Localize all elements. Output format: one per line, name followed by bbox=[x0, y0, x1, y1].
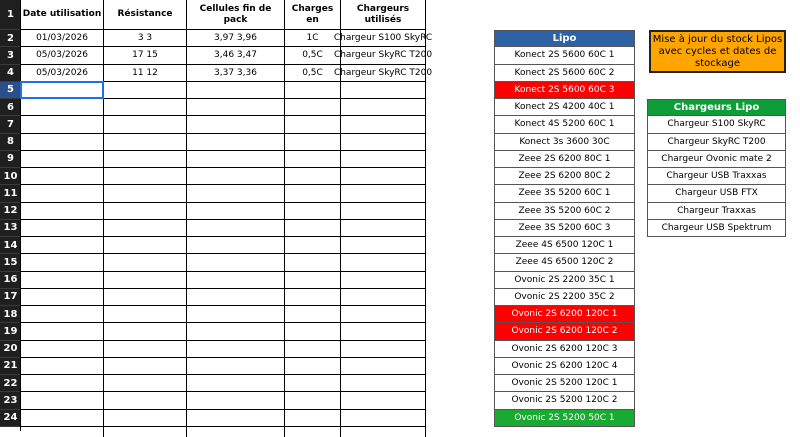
table-cell[interactable] bbox=[285, 134, 341, 151]
chargeur-item[interactable]: Chargeur USB Spektrum bbox=[647, 220, 786, 237]
row-header-3[interactable]: 3 bbox=[0, 47, 21, 64]
chargeur-item[interactable]: Chargeur S100 SkyRC bbox=[647, 116, 786, 133]
chargeur-item[interactable]: Chargeur Ovonic mate 2 bbox=[647, 151, 786, 168]
lipo-item[interactable]: Ovonic 2S 5200 120C 2 bbox=[494, 392, 635, 409]
table-cell[interactable] bbox=[285, 410, 341, 427]
table-cell[interactable]: 1C bbox=[285, 30, 341, 47]
table-cell[interactable]: 3 3 bbox=[104, 30, 187, 47]
table-cell[interactable] bbox=[104, 392, 187, 409]
table-cell[interactable] bbox=[341, 220, 426, 237]
table-cell[interactable] bbox=[187, 168, 285, 185]
table-cell[interactable] bbox=[285, 237, 341, 254]
lipo-item[interactable]: Zeee 3S 5200 60C 2 bbox=[494, 203, 635, 220]
table-cell[interactable] bbox=[104, 134, 187, 151]
table-cell[interactable] bbox=[187, 341, 285, 358]
row-header-19[interactable]: 19 bbox=[0, 323, 21, 340]
row-header-16[interactable]: 16 bbox=[0, 272, 21, 289]
row-header-2[interactable]: 2 bbox=[0, 30, 21, 47]
table-cell[interactable] bbox=[21, 375, 104, 392]
table-cell[interactable] bbox=[341, 427, 426, 437]
lipo-item[interactable]: Ovonic 2S 5200 120C 1 bbox=[494, 375, 635, 392]
lipo-list-header: Lipo bbox=[494, 30, 635, 47]
table-cell[interactable] bbox=[187, 289, 285, 306]
lipo-item[interactable]: Zeee 4S 6500 120C 2 bbox=[494, 254, 635, 271]
lipo-item[interactable]: Zeee 2S 6200 80C 2 bbox=[494, 168, 635, 185]
chargeur-item[interactable]: Chargeur USB Traxxas bbox=[647, 168, 786, 185]
chargeur-item[interactable]: Chargeur USB FTX bbox=[647, 185, 786, 202]
table-cell[interactable] bbox=[187, 116, 285, 133]
table-cell[interactable] bbox=[104, 82, 187, 99]
lipo-item[interactable]: Ovonic 2S 6200 120C 1 bbox=[494, 306, 635, 323]
column-header: Cellules fin de pack bbox=[187, 0, 285, 30]
table-cell[interactable] bbox=[187, 237, 285, 254]
table-cell[interactable] bbox=[104, 220, 187, 237]
chargeur-item[interactable]: Chargeur SkyRC T200 bbox=[647, 134, 786, 151]
table-cell[interactable] bbox=[21, 410, 104, 427]
table-cell[interactable] bbox=[285, 289, 341, 306]
stock-update-note[interactable]: Mise à jour du stock Lipos avec cycles et dates de stockage bbox=[649, 30, 786, 73]
table-cell[interactable] bbox=[21, 427, 104, 437]
table-cell[interactable] bbox=[285, 82, 341, 99]
table-cell[interactable] bbox=[341, 134, 426, 151]
table-cell[interactable]: 3,37 3,36 bbox=[187, 65, 285, 82]
row-header-22[interactable]: 22 bbox=[0, 375, 21, 392]
table-cell[interactable] bbox=[187, 151, 285, 168]
lipo-item[interactable]: Ovonic 2S 6200 120C 4 bbox=[494, 358, 635, 375]
table-cell[interactable] bbox=[21, 272, 104, 289]
table-cell[interactable]: 3,97 3,96 bbox=[187, 30, 285, 47]
table-cell[interactable] bbox=[341, 168, 426, 185]
table-cell[interactable] bbox=[341, 272, 426, 289]
table-cell[interactable] bbox=[341, 185, 426, 202]
lipo-item[interactable]: Ovonic 2S 2200 35C 2 bbox=[494, 289, 635, 306]
table-cell[interactable] bbox=[187, 185, 285, 202]
table-cell[interactable] bbox=[104, 203, 187, 220]
row-header-1[interactable]: 1 bbox=[0, 0, 21, 30]
row-header-7[interactable]: 7 bbox=[0, 116, 21, 133]
column-header: Chargeurs utilisés bbox=[341, 0, 426, 30]
table-cell[interactable] bbox=[285, 375, 341, 392]
lipo-item[interactable]: Konect 3s 3600 30C bbox=[494, 134, 635, 151]
row-header-9[interactable]: 9 bbox=[0, 151, 21, 168]
table-cell[interactable] bbox=[341, 82, 426, 99]
row-header-11[interactable]: 11 bbox=[0, 185, 21, 202]
row-header-24[interactable]: 24 bbox=[0, 410, 21, 427]
table-cell[interactable] bbox=[104, 375, 187, 392]
table-cell[interactable] bbox=[341, 358, 426, 375]
table-cell[interactable] bbox=[341, 99, 426, 116]
table-cell[interactable] bbox=[285, 341, 341, 358]
table-cell[interactable] bbox=[341, 323, 426, 340]
table-cell[interactable] bbox=[104, 410, 187, 427]
lipo-item[interactable]: Ovonic 2S 5200 50C 1 bbox=[494, 410, 635, 427]
row-header-13[interactable]: 13 bbox=[0, 220, 21, 237]
table-cell[interactable] bbox=[285, 272, 341, 289]
table-cell[interactable] bbox=[104, 289, 187, 306]
table-cell[interactable] bbox=[285, 323, 341, 340]
table-cell[interactable]: 05/03/2026 bbox=[21, 47, 104, 64]
table-cell[interactable] bbox=[104, 358, 187, 375]
table-cell[interactable] bbox=[187, 99, 285, 116]
row-header-18[interactable]: 18 bbox=[0, 306, 21, 323]
table-cell[interactable] bbox=[21, 306, 104, 323]
table-cell[interactable] bbox=[21, 134, 104, 151]
lipo-item[interactable]: Konect 4S 5200 60C 1 bbox=[494, 116, 635, 133]
table-cell[interactable] bbox=[104, 237, 187, 254]
table-cell[interactable] bbox=[104, 323, 187, 340]
column-header: Charges en bbox=[285, 0, 341, 30]
table-cell[interactable] bbox=[341, 116, 426, 133]
row-header-15[interactable]: 15 bbox=[0, 254, 21, 271]
row-header-5[interactable]: 5 bbox=[0, 82, 21, 99]
table-cell[interactable] bbox=[285, 116, 341, 133]
table-cell[interactable] bbox=[104, 427, 187, 437]
row-header-17[interactable]: 17 bbox=[0, 289, 21, 306]
chargeurs-list-header: Chargeurs Lipo bbox=[647, 99, 786, 116]
table-cell[interactable] bbox=[21, 358, 104, 375]
lipo-item[interactable]: Konect 2S 4200 40C 1 bbox=[494, 99, 635, 116]
table-cell[interactable] bbox=[104, 341, 187, 358]
lipo-item[interactable]: Konect 2S 5600 60C 1 bbox=[494, 47, 635, 64]
lipo-item[interactable]: Zeee 2S 6200 80C 1 bbox=[494, 151, 635, 168]
row-header-4[interactable]: 4 bbox=[0, 65, 21, 82]
table-cell[interactable] bbox=[187, 358, 285, 375]
table-cell[interactable] bbox=[341, 341, 426, 358]
table-cell[interactable] bbox=[285, 203, 341, 220]
lipo-item[interactable]: Zeee 4S 6500 120C 1 bbox=[494, 237, 635, 254]
column-header: Résistance bbox=[104, 0, 187, 30]
row-header-8[interactable]: 8 bbox=[0, 134, 21, 151]
table-cell[interactable] bbox=[104, 306, 187, 323]
table-cell[interactable] bbox=[104, 99, 187, 116]
row-header-21[interactable]: 21 bbox=[0, 358, 21, 375]
table-cell[interactable]: Chargeur S100 SkyRC bbox=[341, 30, 426, 47]
table-cell[interactable] bbox=[187, 410, 285, 427]
table-cell[interactable] bbox=[341, 392, 426, 409]
table-cell[interactable] bbox=[285, 99, 341, 116]
table-cell[interactable] bbox=[21, 323, 104, 340]
table-cell[interactable] bbox=[187, 392, 285, 409]
table-cell[interactable] bbox=[187, 375, 285, 392]
table-cell[interactable] bbox=[21, 341, 104, 358]
table-cell[interactable] bbox=[341, 203, 426, 220]
table-cell[interactable] bbox=[187, 82, 285, 99]
table-cell[interactable]: 01/03/2026 bbox=[21, 30, 104, 47]
lipo-item[interactable]: Ovonic 2S 6200 120C 2 bbox=[494, 323, 635, 340]
table-cell[interactable] bbox=[187, 203, 285, 220]
table-cell[interactable] bbox=[21, 220, 104, 237]
table-cell[interactable] bbox=[104, 254, 187, 271]
table-cell[interactable] bbox=[187, 323, 285, 340]
table-cell[interactable] bbox=[21, 289, 104, 306]
row-header-23[interactable]: 23 bbox=[0, 392, 21, 409]
table-cell[interactable] bbox=[187, 306, 285, 323]
table-cell[interactable] bbox=[187, 134, 285, 151]
table-cell[interactable] bbox=[341, 306, 426, 323]
table-cell[interactable] bbox=[104, 168, 187, 185]
table-cell[interactable] bbox=[341, 151, 426, 168]
table-cell[interactable] bbox=[285, 220, 341, 237]
table-cell[interactable]: Chargeur SkyRC T200 bbox=[341, 47, 426, 64]
row-header-6[interactable]: 6 bbox=[0, 99, 21, 116]
row-header-10[interactable]: 10 bbox=[0, 168, 21, 185]
table-cell[interactable] bbox=[285, 151, 341, 168]
lipo-item[interactable]: Konect 2S 5600 60C 2 bbox=[494, 65, 635, 82]
column-header: Date utilisation bbox=[21, 0, 104, 30]
active-cell-selection[interactable] bbox=[20, 81, 104, 99]
table-cell[interactable] bbox=[104, 272, 187, 289]
table-cell[interactable] bbox=[21, 99, 104, 116]
row-header-12[interactable]: 12 bbox=[0, 203, 21, 220]
chargeur-item[interactable]: Chargeur Traxxas bbox=[647, 203, 786, 220]
table-cell[interactable] bbox=[285, 185, 341, 202]
table-cell[interactable] bbox=[285, 306, 341, 323]
row-header-14[interactable]: 14 bbox=[0, 237, 21, 254]
lipo-item[interactable]: Zeee 3S 5200 60C 3 bbox=[494, 220, 635, 237]
table-cell[interactable] bbox=[104, 116, 187, 133]
table-cell[interactable] bbox=[21, 168, 104, 185]
table-cell[interactable] bbox=[21, 185, 104, 202]
table-cell[interactable]: 05/03/2026 bbox=[21, 65, 104, 82]
table-cell[interactable] bbox=[341, 375, 426, 392]
table-cell[interactable] bbox=[187, 272, 285, 289]
table-cell[interactable] bbox=[341, 289, 426, 306]
table-cell[interactable] bbox=[341, 410, 426, 427]
table-cell[interactable] bbox=[285, 254, 341, 271]
table-cell[interactable] bbox=[187, 254, 285, 271]
table-cell[interactable]: 17 15 bbox=[104, 47, 187, 64]
table-cell[interactable] bbox=[104, 185, 187, 202]
lipo-item[interactable]: Ovonic 2S 6200 120C 3 bbox=[494, 341, 635, 358]
table-cell[interactable] bbox=[187, 427, 285, 437]
table-cell[interactable] bbox=[285, 427, 341, 437]
table-cell[interactable] bbox=[21, 203, 104, 220]
table-cell[interactable] bbox=[104, 151, 187, 168]
table-cell[interactable] bbox=[21, 392, 104, 409]
table-cell[interactable] bbox=[187, 220, 285, 237]
table-cell[interactable] bbox=[21, 151, 104, 168]
table-cell[interactable] bbox=[341, 237, 426, 254]
table-cell[interactable] bbox=[285, 392, 341, 409]
lipo-item[interactable]: Konect 2S 5600 60C 3 bbox=[494, 82, 635, 99]
table-cell[interactable] bbox=[21, 237, 104, 254]
table-cell[interactable] bbox=[21, 254, 104, 271]
lipo-item[interactable]: Ovonic 2S 2200 35C 1 bbox=[494, 272, 635, 289]
lipo-item[interactable]: Zeee 3S 5200 60C 1 bbox=[494, 185, 635, 202]
table-cell[interactable] bbox=[21, 116, 104, 133]
row-header-20[interactable]: 20 bbox=[0, 341, 21, 358]
table-cell[interactable]: 0,5C bbox=[285, 47, 341, 64]
table-cell[interactable] bbox=[285, 358, 341, 375]
table-cell[interactable]: 0,5C bbox=[285, 65, 341, 82]
table-cell[interactable] bbox=[341, 254, 426, 271]
table-cell[interactable] bbox=[285, 168, 341, 185]
table-cell[interactable]: Chargeur SkyRC T200 bbox=[341, 65, 426, 82]
table-cell[interactable]: 11 12 bbox=[104, 65, 187, 82]
table-cell[interactable]: 3,46 3,47 bbox=[187, 47, 285, 64]
